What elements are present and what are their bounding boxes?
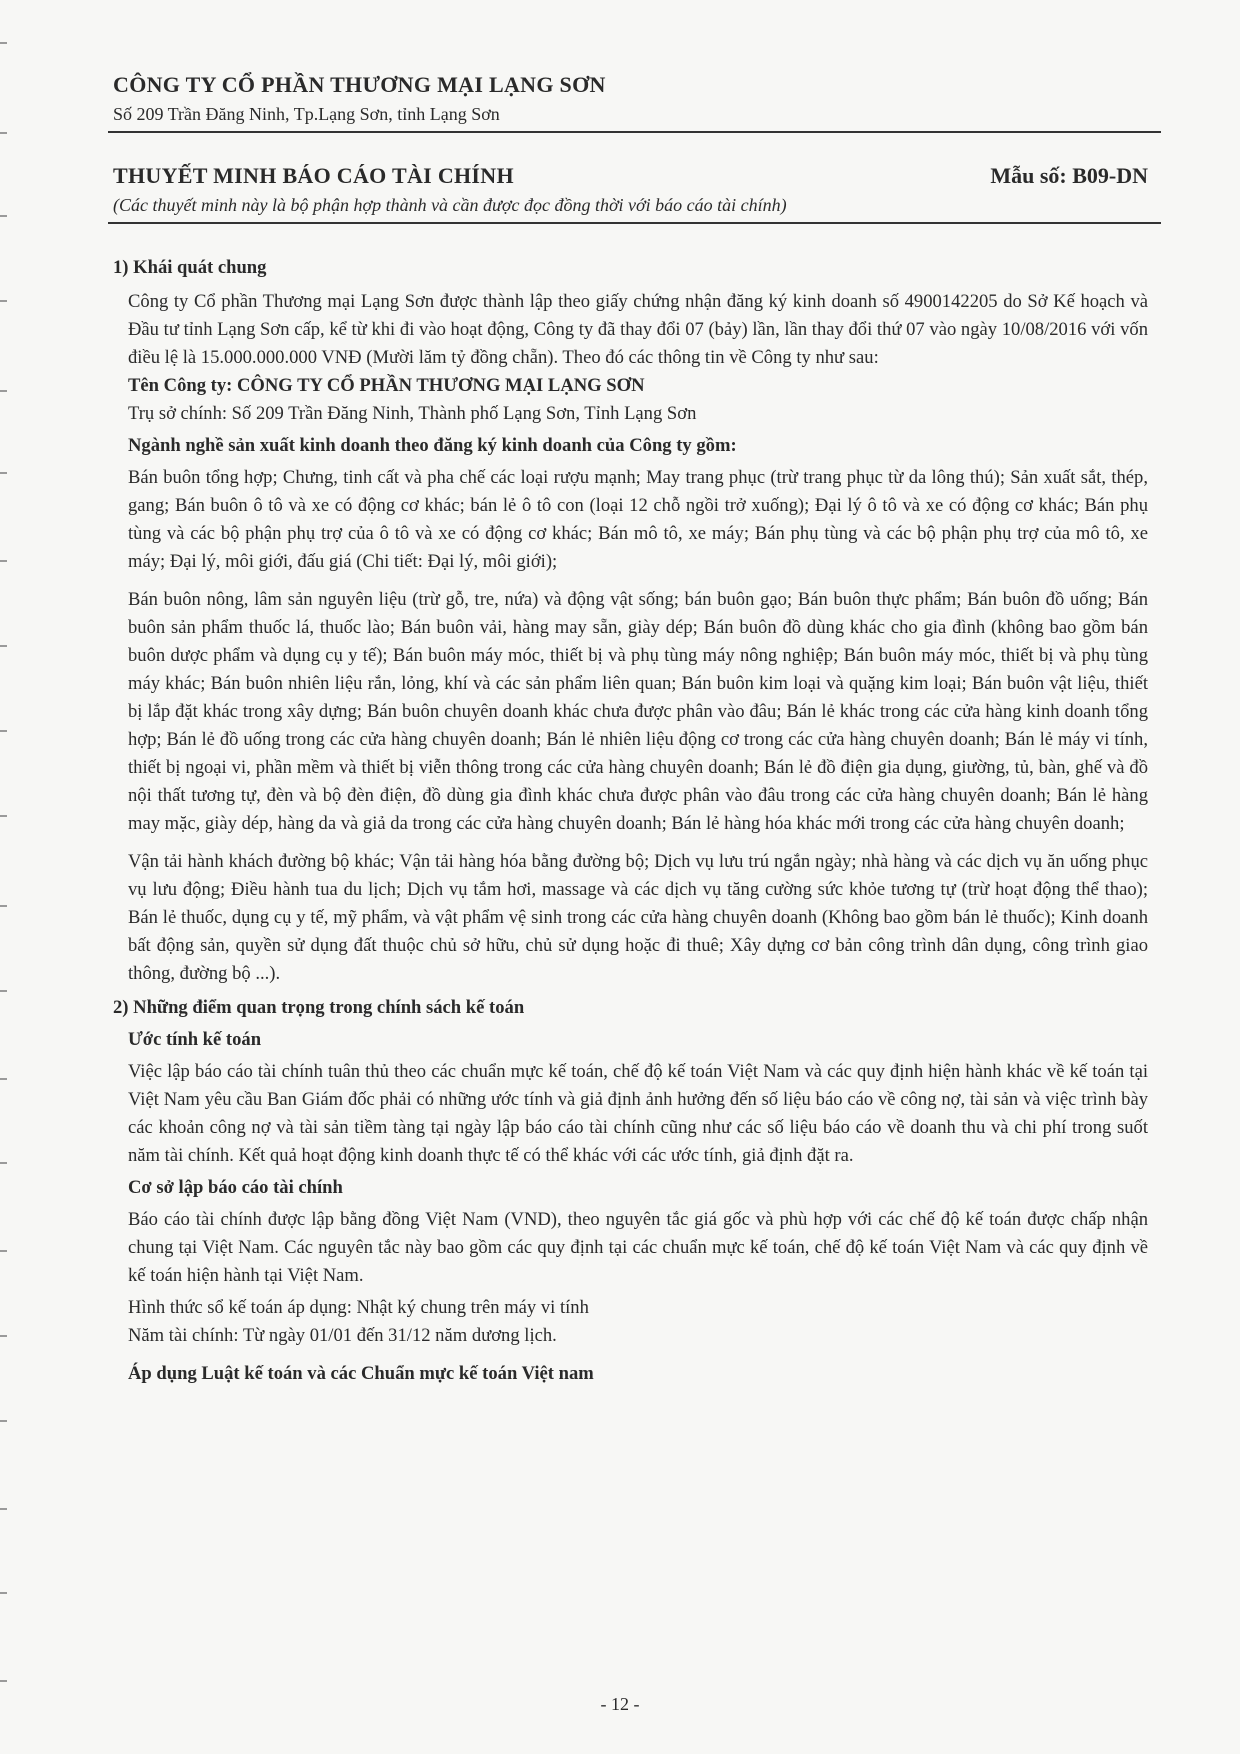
- page-number: - 12 -: [600, 1694, 640, 1714]
- report-body: [113, 254, 1148, 1388]
- headquarters-line: Trụ sở chính: Số 209 Trần Đăng Ninh, Thành phố Lạng Sơn, Tỉnh Lạng Sơn: [128, 403, 697, 424]
- company-name-line: Tên Công ty: CÔNG TY CỔ PHẦN THƯƠNG MẠI LẠNG SƠN: [128, 375, 645, 396]
- accounting-estimates-heading: Ước tính kế toán: [128, 1029, 262, 1050]
- business-lines-paragraph-1: Bán buôn tổng hợp; Chưng, tinh cất và pha chế các loại rượu mạnh; May trang phục (trừ trang phục từ da lông thú); Sản xuất sắt, thép, gang; Bán buôn ô tô và xe có động cơ khác; bán lẻ ô tô con (loại 12 chỗ ngồi trở xuống); Đại lý ô tô và xe có động cơ khác; Bán phụ tùng và các bộ phận phụ trợ của ô tô và xe có động cơ khác; Bán mô tô, xe máy; Bán phụ tùng và các bộ phận phụ trợ của mô tô, xe máy; Đại lý, môi giới, đấu giá (Chi tiết: Đại lý, môi giới);: [128, 467, 1148, 572]
- basis-of-preparation-text: Báo cáo tài chính được lập bằng đồng Việt Nam (VND), theo nguyên tắc giá gốc và phù hợp với các chế độ kế toán được chấp nhận chung tại Việt Nam. Các nguyên tắc này bao gồm các quy định tại các chuẩn mực kế toán, chế độ kế toán Việt Nam và các quy định về kế toán hiện hành tại Việt Nam.: [128, 1209, 1148, 1286]
- company-address: Số 209 Trần Đăng Ninh, Tp.Lạng Sơn, tỉnh Lạng Sơn: [113, 104, 500, 124]
- basis-of-preparation-heading: Cơ sở lập báo cáo tài chính: [128, 1177, 343, 1198]
- fiscal-year-line: Năm tài chính: Từ ngày 01/01 đến 31/12 năm dương lịch.: [128, 1325, 557, 1346]
- business-lines-paragraph-3: Vận tải hành khách đường bộ khác; Vận tải hàng hóa bằng đường bộ; Dịch vụ lưu trú ngắn ngày; nhà hàng và các dịch vụ ăn uống phục vụ lưu động; Điều hành tua du lịch; Dịch vụ tắm hơi, massage và các dịch vụ tăng cường sức khỏe tương tự (trừ hoạt động thể thao); Bán lẻ thuốc, dụng cụ y tế, mỹ phẩm, và vật phẩm vệ sinh trong các cửa hàng chuyên doanh (Không bao gồm bán lẻ thuốc); Kinh doanh bất động sản, quyền sử dụng đất thuộc chủ sở hữu, chủ sử dụng hoặc đi thuê; Xây dựng cơ bản công trình dân dụng, công trình giao thông, đường bộ ...).: [128, 851, 1148, 984]
- intro-paragraph: Công ty Cổ phần Thương mại Lạng Sơn được thành lập theo giấy chứng nhận đăng ký kinh doanh số 4900142205 do Sở Kế hoạch và Đầu tư tỉnh Lạng Sơn cấp, kể từ khi đi vào hoạt động, Công ty đã thay đổi 07 (bảy) lần, lần thay đổi thứ 07 vào ngày 10/08/2016 với vốn điều lệ là 15.000.000.000 VNĐ (Mười lăm tỷ đồng chẵn). Theo đó các thông tin về Công ty như sau:: [128, 291, 1148, 368]
- business-lines-paragraph-2: Bán buôn nông, lâm sản nguyên liệu (trừ gỗ, tre, nứa) và động vật sống; bán buôn gạo; Bán buôn thực phẩm; Bán buôn đồ uống; Bán buôn sản phẩm thuốc lá, thuốc lào; Bán buôn vải, hàng may sẵn, giày dép; Bán buôn đồ dùng khác cho gia đình (không bao gồm bán buôn dược phẩm và dụng cụ y tế); Bán buôn máy móc, thiết bị và phụ tùng máy nông nghiệp; Bán buôn máy móc, thiết bị và phụ tùng máy khác; Bán buôn nhiên liệu rắn, lỏng, khí và các sản phẩm liên quan; Bán buôn kim loại và quặng kim loại; Bán buôn vật liệu, thiết bị lắp đặt khác trong xây dựng; Bán buôn chuyên doanh khác chưa được phân vào đâu; Bán lẻ khác trong các cửa hàng kinh doanh tổng hợp; Bán lẻ đồ uống trong các cửa hàng chuyên doanh; Bán lẻ nhiên liệu động cơ trong các cửa hàng chuyên doanh; Bán lẻ máy vi tính, thiết bị ngoại vi, phần mềm và thiết bị viễn thông trong các cửa hàng chuyên doanh; Bán lẻ đồ điện gia dụng, giường, tủ, bàn, ghế và đồ nội thất tương tự, đèn và bộ đèn điện, đồ dùng gia đình khác chưa được phân vào đâu trong các cửa hàng chuyên doanh; Bán lẻ hàng may mặc, giày dép, hàng da và giả da trong các cửa hàng chuyên doanh; Bán lẻ hàng hóa khác mới trong các cửa hàng chuyên doanh;: [128, 589, 1148, 834]
- page-edge-marks: [0, 0, 8, 1754]
- accounting-standards-heading: Áp dụng Luật kế toán và các Chuẩn mực kế toán Việt nam: [128, 1363, 594, 1384]
- title-rule: [108, 222, 1161, 224]
- bookkeeping-form-line: Hình thức sổ kế toán áp dụng: Nhật ký chung trên máy vi tính: [128, 1297, 589, 1318]
- accounting-estimates-text: Việc lập báo cáo tài chính tuân thủ theo các chuẩn mực kế toán, chế độ kế toán Việt Nam và các quy định hiện hành khác về kế toán tại Việt Nam yêu cầu Ban Giám đốc phải có những ước tính và giả định ảnh hưởng đến số liệu báo cáo về công nợ, tài sản và việc trình bày các khoản công nợ và tài sản tiềm tàng tại ngày lập báo cáo tài chính cũng như các số liệu báo cáo về doanh thu và chi phí trong suốt năm tài chính. Kết quả hoạt động kinh doanh thực tế có thể khác với các ước tính, giả định đặt ra.: [128, 1061, 1148, 1166]
- business-lines-heading: Ngành nghề sản xuất kinh doanh theo đăng ký kinh doanh của Công ty gồm:: [128, 435, 737, 456]
- section-2-heading: 2) Những điểm quan trọng trong chính sách kế toán: [113, 997, 525, 1018]
- form-number: Mẫu số: B09-DN: [990, 163, 1148, 188]
- section-1-heading: 1) Khái quát chung: [113, 257, 267, 278]
- company-name: CÔNG TY CỔ PHẦN THƯƠNG MẠI LẠNG SƠN: [113, 72, 606, 97]
- report-subtitle: (Các thuyết minh này là bộ phận hợp thành và cần được đọc đồng thời với báo cáo tài chính): [113, 195, 787, 215]
- header-rule: [108, 131, 1161, 133]
- report-title: THUYẾT MINH BÁO CÁO TÀI CHÍNH: [113, 163, 514, 188]
